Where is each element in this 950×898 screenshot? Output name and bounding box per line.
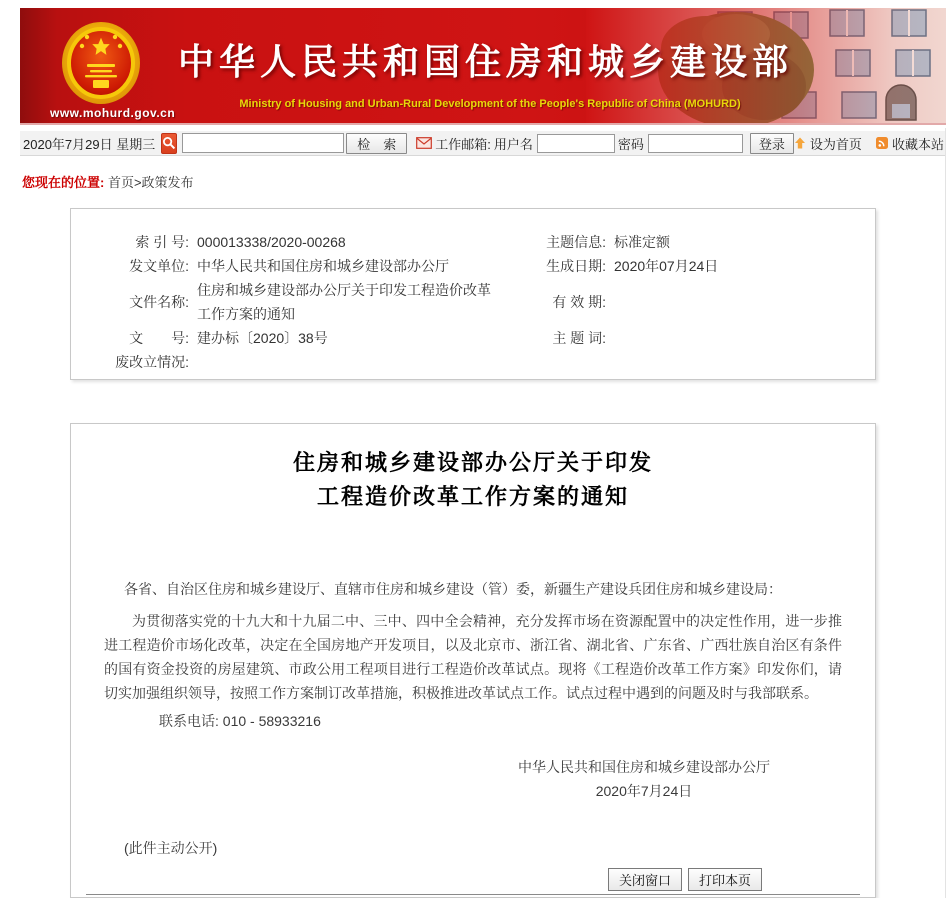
national-emblem-icon: [60, 20, 142, 106]
meta-value: 2020年07月24日: [614, 258, 719, 274]
site-url: www.mohurd.gov.cn: [50, 106, 176, 120]
meta-value: 标准定额: [614, 234, 670, 250]
current-date: 2020年7月29日 星期三: [23, 136, 156, 152]
home-arrow-icon: [794, 137, 806, 149]
signature-block: [459, 755, 829, 803]
set-homepage-link[interactable]: 设为首页: [809, 136, 862, 152]
document-title-line2: 工程造价改革工作方案的通知: [316, 484, 629, 509]
search-submit-button[interactable]: 检 索: [346, 133, 407, 154]
meta-right-column: [511, 230, 875, 374]
meta-grid: [71, 209, 875, 374]
search-input[interactable]: [182, 133, 344, 153]
meta-label: 主 题 词:: [552, 330, 606, 346]
meta-label: 发文单位:: [129, 258, 189, 274]
breadcrumb: [22, 172, 194, 191]
bookmark-icon: [876, 137, 888, 149]
site-title-english: Ministry of Housing and Urban-Rural Development of the People's Republic of China (MOHURD): [239, 98, 741, 110]
meta-label: 主题信息:: [546, 234, 606, 250]
contact-phone: 联系电话: 010 - 58933216: [159, 713, 321, 729]
document-card: [70, 423, 876, 898]
close-window-button[interactable]: 关闭窗口: [608, 868, 682, 891]
meta-left-column: [71, 230, 511, 374]
breadcrumb-path[interactable]: 首页>政策发布: [107, 175, 194, 190]
meta-value: 住房和城乡建设部办公厅关于印发工程造价改革工作方案的通知: [197, 282, 491, 322]
page-right-border: [945, 128, 946, 898]
meta-label: 有 效 期:: [552, 294, 606, 310]
document-meta-card: [70, 208, 876, 380]
print-page-button[interactable]: 打印本页: [688, 868, 762, 891]
search-icon: [162, 136, 176, 150]
meta-label: 废改立情况:: [115, 354, 189, 370]
site-header-banner: [20, 8, 946, 125]
meta-value: 建办标〔2020〕38号: [197, 330, 328, 346]
password-input[interactable]: [648, 134, 743, 153]
document-paragraph: 为贯彻落实党的十九大和十九届二中、三中、四中全会精神，充分发挥市场在资源配置中的决定性作用，进一步推进工程造价市场化改革，决定在全国房地产开发项目，以及北京市、浙江省、湖北省、广东省、广西壮族自治区有条件的国有资金投资的房屋建筑、市政公用工程项目进行工程造价改革试点。现将《工程造价改革工作方案》印发你们，请切实加强组织领导，按照工作方案制订改革措施，积极推进改革试点工作。试点过程中遇到的问题及时与我部联系。: [104, 613, 842, 701]
disclosure-note: (此件主动公开): [124, 840, 218, 856]
username-label: 用户名: [493, 136, 533, 152]
site-title: 中华人民共和国住房和城乡建设部: [178, 41, 794, 82]
bottom-divider: [86, 894, 860, 895]
work-mail-label: 工作邮箱:: [435, 136, 491, 152]
meta-label: 索 引 号:: [135, 234, 189, 250]
mail-icon: [416, 137, 432, 149]
signer-name: 中华人民共和国住房和城乡建设部办公厅: [518, 759, 770, 775]
document-title: [104, 446, 842, 514]
meta-label: 文 号:: [129, 330, 189, 346]
username-input[interactable]: [537, 134, 615, 153]
meta-value: 000013338/2020-00268: [197, 234, 346, 250]
bookmark-site-link[interactable]: 收藏本站: [891, 136, 944, 152]
password-label: 密码: [617, 136, 644, 152]
login-button[interactable]: 登录: [750, 133, 794, 154]
document-title-line1: 住房和城乡建设部办公厅关于印发: [292, 450, 653, 475]
toolbar: [20, 131, 946, 156]
document-salutation: 各省、自治区住房和城乡建设厅、直辖市住房和城乡建设（管）委，新疆生产建设兵团住房和城乡建设局：: [124, 581, 782, 597]
breadcrumb-label: 您现在的位置:: [22, 175, 105, 190]
meta-label: 文件名称:: [129, 294, 189, 310]
signature-date: 2020年7月24日: [595, 783, 693, 799]
document-actions: [608, 868, 762, 891]
meta-label: 生成日期:: [546, 258, 606, 274]
search-icon-button[interactable]: [161, 133, 177, 154]
meta-value: 中华人民共和国住房和城乡建设部办公厅: [197, 258, 449, 274]
